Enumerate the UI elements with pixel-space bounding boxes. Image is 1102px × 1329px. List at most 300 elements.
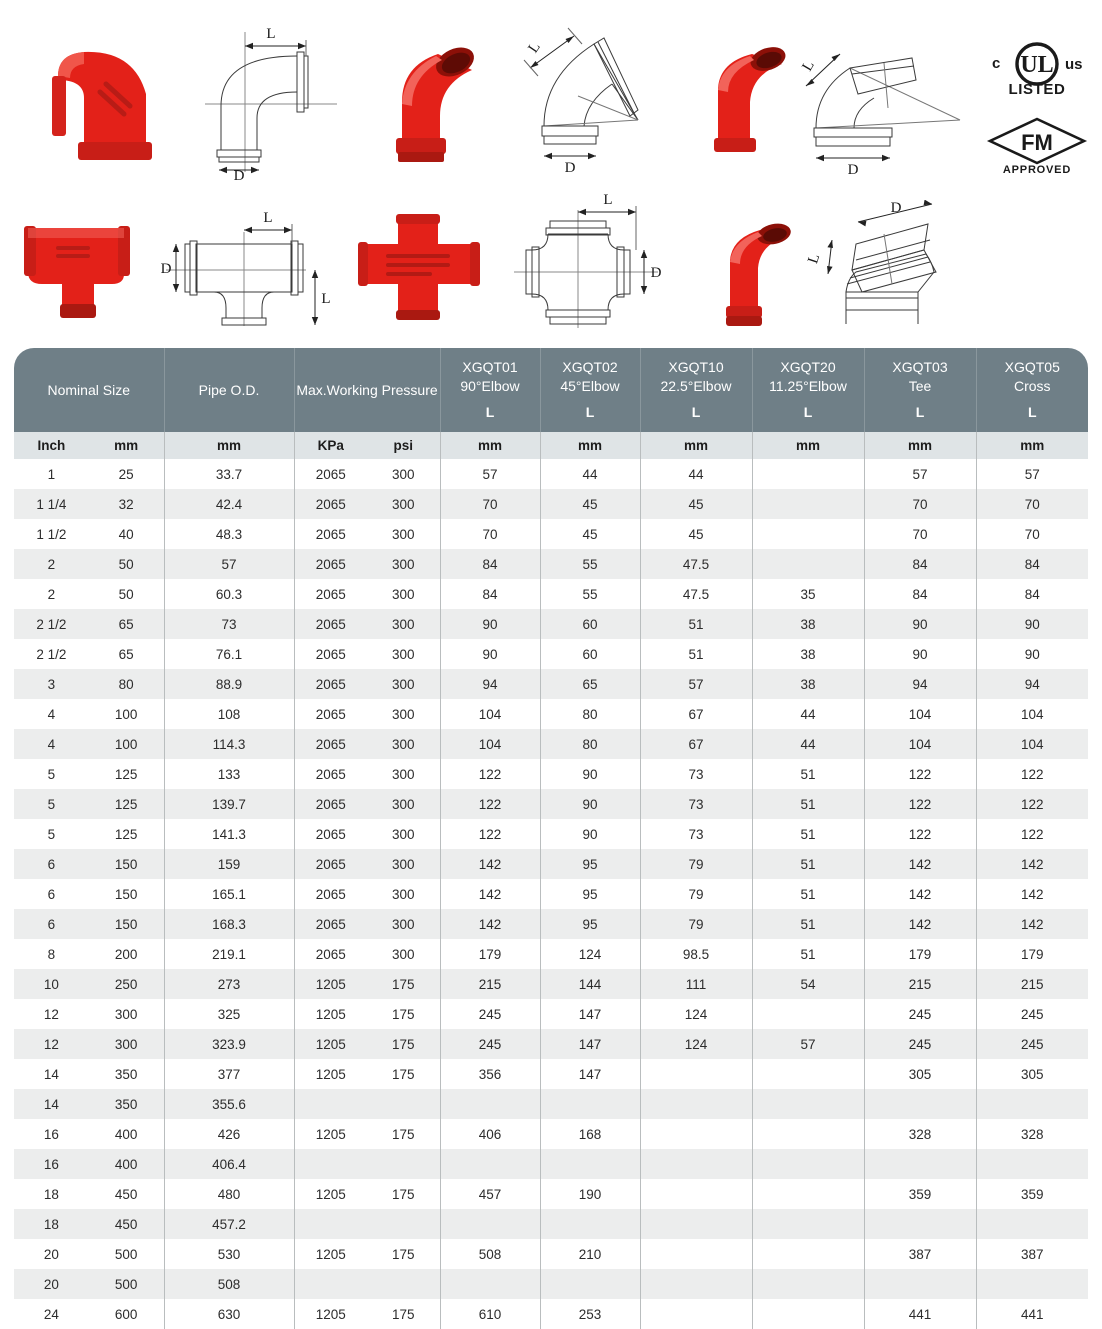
cell-max-working-pressure: [294, 939, 440, 969]
header-xgqt10: [640, 348, 752, 432]
header-xgqt01: [440, 348, 540, 432]
cell-xgqt05: 104: [976, 699, 1088, 729]
header-xgqt05-dim: L: [1027, 403, 1037, 420]
drawing-90-elbow: [205, 22, 345, 180]
cell-nominal-size-a: 2: [47, 586, 56, 602]
cell-nominal-size-b: 50: [118, 556, 134, 572]
cell-xgqt05: 328: [976, 1119, 1088, 1149]
cell-max-working-pressure-a: 2065: [315, 916, 346, 932]
cell-nominal-size-a: 3: [47, 676, 56, 692]
cell-pipe-od: 159: [164, 849, 294, 879]
cell-xgqt10: 79: [640, 909, 752, 939]
table-row: [14, 519, 1088, 549]
cell-max-working-pressure: [294, 549, 440, 579]
units-nominal-inch: Inch: [37, 438, 66, 453]
table-row: [14, 549, 1088, 579]
cell-max-working-pressure: [294, 699, 440, 729]
cell-pipe-od: 33.7: [164, 459, 294, 489]
cell-max-working-pressure-b: 175: [391, 976, 415, 992]
cell-max-working-pressure: [294, 969, 440, 999]
cell-xgqt20: [752, 1299, 864, 1329]
cell-nominal-size-a: 18: [43, 1186, 59, 1202]
units-pressure-psi: psi: [393, 438, 413, 453]
svg-text:L: L: [525, 39, 544, 57]
cell-nominal-size-a: 20: [43, 1276, 59, 1292]
cell-max-working-pressure-a: 1205: [315, 1036, 346, 1052]
cell-nominal-size: [14, 909, 164, 939]
certification-marks: [985, 38, 1091, 180]
cell-xgqt02: 65: [540, 669, 640, 699]
cell-xgqt02: 144: [540, 969, 640, 999]
svg-text:L: L: [799, 58, 818, 74]
cell-xgqt02: 147: [540, 999, 640, 1029]
cell-xgqt10: [640, 1179, 752, 1209]
cell-max-working-pressure: [294, 669, 440, 699]
cell-xgqt20: 35: [752, 579, 864, 609]
cell-pipe-od: 139.7: [164, 789, 294, 819]
header-xgqt03-kind: Tee: [908, 378, 932, 395]
photo-11-25-elbow: [700, 210, 810, 328]
cell-xgqt01: 70: [440, 519, 540, 549]
photo-22-5-elbow: [690, 28, 800, 158]
cell-xgqt01: 104: [440, 729, 540, 759]
header-xgqt02-code: XGQT02: [562, 359, 618, 376]
cell-pipe-od: 325: [164, 999, 294, 1029]
cell-pipe-od: 457.2: [164, 1209, 294, 1239]
ul-c-letter: c: [992, 55, 1001, 72]
cell-max-working-pressure-b: 175: [391, 1066, 415, 1082]
cell-xgqt01: 508: [440, 1239, 540, 1269]
cell-pipe-od: 48.3: [164, 519, 294, 549]
cell-xgqt01: 90: [440, 639, 540, 669]
cell-xgqt03: 142: [864, 909, 976, 939]
cell-xgqt02: 168: [540, 1119, 640, 1149]
table-row: [14, 969, 1088, 999]
ul-listed-mark: [985, 38, 1091, 101]
table-row: [14, 1119, 1088, 1149]
cell-xgqt10: [640, 1269, 752, 1299]
cell-max-working-pressure-a: 2065: [315, 856, 346, 872]
cell-xgqt02: 95: [540, 879, 640, 909]
svg-text:L: L: [603, 192, 613, 208]
cell-xgqt05: 142: [976, 879, 1088, 909]
header-xgqt02-kind: 45°Elbow: [560, 378, 620, 395]
cell-pipe-od: 73: [164, 609, 294, 639]
fm-monogram: FM: [1021, 130, 1053, 155]
cell-max-working-pressure: [294, 849, 440, 879]
cell-xgqt05: 122: [976, 759, 1088, 789]
ul-listed-caption: LISTED: [1008, 81, 1066, 96]
cell-max-working-pressure: [294, 759, 440, 789]
table-row: [14, 939, 1088, 969]
cell-nominal-size-a: 2 1/2: [36, 616, 67, 632]
specification-table-wrapper: [14, 348, 1088, 1329]
cell-xgqt02: 253: [540, 1299, 640, 1329]
cell-pipe-od: 219.1: [164, 939, 294, 969]
cell-nominal-size: [14, 1119, 164, 1149]
cell-max-working-pressure: [294, 459, 440, 489]
cell-nominal-size-a: 6: [47, 886, 56, 902]
cell-nominal-size-b: 600: [114, 1306, 138, 1322]
cell-xgqt10: 47.5: [640, 549, 752, 579]
cell-xgqt02: 60: [540, 609, 640, 639]
table-row: [14, 1299, 1088, 1329]
header-xgqt10-dim: L: [691, 403, 701, 420]
cell-pipe-od: 323.9: [164, 1029, 294, 1059]
cell-max-working-pressure-a: 2065: [315, 766, 346, 782]
cell-xgqt05: 94: [976, 669, 1088, 699]
cell-xgqt02: 60: [540, 639, 640, 669]
cell-xgqt05: 84: [976, 549, 1088, 579]
cell-max-working-pressure-a: 2065: [315, 526, 346, 542]
cell-nominal-size-b: 65: [118, 646, 134, 662]
units-nominal-mm: mm: [114, 438, 139, 453]
cell-max-working-pressure-a: 1205: [315, 1186, 346, 1202]
cell-nominal-size-b: 400: [114, 1156, 138, 1172]
cell-xgqt05: 70: [976, 489, 1088, 519]
cell-nominal-size-b: 250: [114, 976, 138, 992]
cell-xgqt01: 245: [440, 999, 540, 1029]
cell-max-working-pressure-b: 300: [391, 856, 415, 872]
cell-xgqt02: 80: [540, 729, 640, 759]
cell-xgqt03: 122: [864, 759, 976, 789]
cell-xgqt10: 98.5: [640, 939, 752, 969]
cell-nominal-size: [14, 489, 164, 519]
figure-strip: [0, 0, 1102, 340]
cell-max-working-pressure: [294, 1239, 440, 1269]
cell-xgqt01: 406: [440, 1119, 540, 1149]
cell-xgqt20: [752, 1149, 864, 1179]
drawing-cross: [508, 188, 683, 333]
cell-xgqt03: 441: [864, 1299, 976, 1329]
cell-nominal-size: [14, 549, 164, 579]
cell-xgqt03: 122: [864, 789, 976, 819]
cell-max-working-pressure-a: 1205: [315, 1006, 346, 1022]
cell-nominal-size: [14, 759, 164, 789]
cell-xgqt05: 179: [976, 939, 1088, 969]
cell-xgqt10: 47.5: [640, 579, 752, 609]
cell-pipe-od: 530: [164, 1239, 294, 1269]
cell-nominal-size: [14, 1149, 164, 1179]
cell-xgqt01: 142: [440, 909, 540, 939]
cell-max-working-pressure: [294, 1149, 440, 1179]
cell-nominal-size-a: 1 1/2: [36, 526, 67, 542]
cell-nominal-size: [14, 1299, 164, 1329]
cell-pipe-od: 76.1: [164, 639, 294, 669]
cell-max-working-pressure-b: 300: [391, 886, 415, 902]
cell-max-working-pressure-b: 300: [391, 676, 415, 692]
cell-xgqt02: 55: [540, 549, 640, 579]
svg-text:L: L: [266, 26, 276, 42]
cell-nominal-size-b: 150: [114, 886, 138, 902]
cell-nominal-size-b: 50: [118, 586, 134, 602]
cell-max-working-pressure-b: 175: [391, 1006, 415, 1022]
header-row-main: [14, 348, 1088, 432]
cell-nominal-size-b: 40: [118, 526, 134, 542]
table-row: [14, 579, 1088, 609]
header-xgqt10-kind: 22.5°Elbow: [660, 378, 732, 395]
cell-max-working-pressure-b: 300: [391, 556, 415, 572]
cell-xgqt01: 179: [440, 939, 540, 969]
cell-nominal-size-a: 14: [43, 1066, 59, 1082]
cell-xgqt03: 122: [864, 819, 976, 849]
cell-max-working-pressure-a: 2065: [315, 946, 346, 962]
cell-nominal-size-a: 16: [43, 1156, 59, 1172]
cell-xgqt03: 179: [864, 939, 976, 969]
cell-nominal-size: [14, 1179, 164, 1209]
cell-xgqt03: [864, 1209, 976, 1239]
cell-pipe-od: 406.4: [164, 1149, 294, 1179]
cell-xgqt10: [640, 1089, 752, 1119]
cell-xgqt10: 67: [640, 729, 752, 759]
cell-nominal-size-a: 2 1/2: [36, 646, 67, 662]
cell-xgqt03: 245: [864, 1029, 976, 1059]
cell-nominal-size-b: 500: [114, 1246, 138, 1262]
table-row: [14, 789, 1088, 819]
table-row: [14, 879, 1088, 909]
cell-xgqt05: 359: [976, 1179, 1088, 1209]
cell-xgqt10: 79: [640, 879, 752, 909]
cell-nominal-size: [14, 849, 164, 879]
cell-xgqt01: 215: [440, 969, 540, 999]
cell-nominal-size: [14, 609, 164, 639]
cell-max-working-pressure-a: 1205: [315, 976, 346, 992]
cell-max-working-pressure-b: 175: [391, 1306, 415, 1322]
cell-xgqt10: 73: [640, 789, 752, 819]
cell-xgqt05: 245: [976, 999, 1088, 1029]
units-max-working-pressure: [294, 432, 440, 459]
cell-pipe-od: 355.6: [164, 1089, 294, 1119]
cell-xgqt20: 51: [752, 879, 864, 909]
cell-xgqt10: 67: [640, 699, 752, 729]
svg-text:D: D: [650, 265, 662, 281]
cell-nominal-size: [14, 1059, 164, 1089]
header-xgqt20-dim: L: [803, 403, 813, 420]
cell-max-working-pressure-b: 175: [391, 1246, 415, 1262]
cell-xgqt01: 122: [440, 819, 540, 849]
cell-xgqt02: 95: [540, 909, 640, 939]
cell-max-working-pressure-a: 2065: [315, 676, 346, 692]
cell-xgqt20: 51: [752, 909, 864, 939]
cell-nominal-size-b: 125: [114, 796, 138, 812]
cell-max-working-pressure-b: 175: [391, 1126, 415, 1142]
table-row: [14, 669, 1088, 699]
cell-nominal-size: [14, 729, 164, 759]
svg-text:D: D: [564, 160, 576, 174]
cell-xgqt03: 387: [864, 1239, 976, 1269]
cell-nominal-size-b: 100: [114, 736, 138, 752]
table-row: [14, 849, 1088, 879]
cell-nominal-size-b: 200: [114, 946, 138, 962]
cell-max-working-pressure: [294, 609, 440, 639]
cell-xgqt05: 305: [976, 1059, 1088, 1089]
cell-max-working-pressure-a: 2065: [315, 586, 346, 602]
cell-xgqt10: [640, 1059, 752, 1089]
cell-xgqt20: 51: [752, 939, 864, 969]
table-row: [14, 759, 1088, 789]
cell-xgqt10: 124: [640, 1029, 752, 1059]
units-xgqt20: mm: [752, 432, 864, 459]
units-xgqt02: mm: [540, 432, 640, 459]
cell-xgqt02: [540, 1269, 640, 1299]
cell-xgqt10: 79: [640, 849, 752, 879]
header-xgqt01-code: XGQT01: [462, 359, 518, 376]
cell-nominal-size-a: 10: [43, 976, 59, 992]
cell-xgqt02: 147: [540, 1059, 640, 1089]
cell-xgqt20: [752, 1179, 864, 1209]
table-row: [14, 1269, 1088, 1299]
svg-text:D: D: [233, 168, 245, 180]
cell-xgqt05: [976, 1089, 1088, 1119]
cell-nominal-size-a: 4: [47, 706, 56, 722]
cell-xgqt01: 142: [440, 879, 540, 909]
cell-max-working-pressure: [294, 909, 440, 939]
photo-cross: [352, 212, 487, 324]
cell-nominal-size: [14, 789, 164, 819]
ul-us-letters: us: [1065, 56, 1083, 73]
header-xgqt01-kind: 90°Elbow: [460, 378, 520, 395]
fm-approved-mark: [985, 113, 1091, 180]
cell-xgqt20: 51: [752, 789, 864, 819]
cell-max-working-pressure: [294, 789, 440, 819]
cell-nominal-size-a: 18: [43, 1216, 59, 1232]
cell-xgqt05: 57: [976, 459, 1088, 489]
svg-text:D: D: [160, 261, 172, 277]
cell-nominal-size-a: 12: [43, 1036, 59, 1052]
header-nominal-size: [14, 348, 164, 432]
cell-max-working-pressure-b: 300: [391, 736, 415, 752]
cell-max-working-pressure-a: 2065: [315, 616, 346, 632]
cell-nominal-size-b: 80: [118, 676, 134, 692]
cell-nominal-size: [14, 1239, 164, 1269]
cell-xgqt10: 45: [640, 489, 752, 519]
table-row: [14, 699, 1088, 729]
cell-xgqt10: [640, 1149, 752, 1179]
cell-nominal-size-b: 450: [114, 1186, 138, 1202]
cell-max-working-pressure-a: 2065: [315, 466, 346, 482]
cell-max-working-pressure-b: 300: [391, 616, 415, 632]
cell-nominal-size: [14, 579, 164, 609]
cell-xgqt02: [540, 1089, 640, 1119]
cell-xgqt01: 142: [440, 849, 540, 879]
cell-xgqt03: 328: [864, 1119, 976, 1149]
header-xgqt01-dim: L: [485, 403, 495, 420]
cell-nominal-size-b: 65: [118, 616, 134, 632]
cell-max-working-pressure-a: 2065: [315, 826, 346, 842]
cell-max-working-pressure-a: 1205: [315, 1126, 346, 1142]
header-xgqt20: [752, 348, 864, 432]
svg-text:D: D: [890, 200, 902, 216]
cell-xgqt20: [752, 549, 864, 579]
cell-xgqt05: 70: [976, 519, 1088, 549]
cell-xgqt05: 84: [976, 579, 1088, 609]
cell-max-working-pressure-b: 300: [391, 766, 415, 782]
cell-xgqt10: 73: [640, 759, 752, 789]
cell-xgqt05: 122: [976, 789, 1088, 819]
table-row: [14, 639, 1088, 669]
table-row: [14, 909, 1088, 939]
cell-nominal-size: [14, 1209, 164, 1239]
cell-xgqt20: 57: [752, 1029, 864, 1059]
cell-nominal-size-a: 5: [47, 826, 56, 842]
table-row: [14, 1029, 1088, 1059]
header-nominal-size-label: Nominal Size: [47, 381, 130, 398]
cell-nominal-size-b: 400: [114, 1126, 138, 1142]
cell-max-working-pressure-a: 1205: [315, 1306, 346, 1322]
header-xgqt05-code: XGQT05: [1004, 359, 1060, 376]
cell-pipe-od: 88.9: [164, 669, 294, 699]
cell-xgqt20: [752, 1239, 864, 1269]
units-pipe-od: mm: [164, 432, 294, 459]
cell-max-working-pressure: [294, 579, 440, 609]
cell-xgqt03: 104: [864, 729, 976, 759]
cell-max-working-pressure-b: 175: [391, 1036, 415, 1052]
cell-nominal-size-a: 6: [47, 856, 56, 872]
table-row: [14, 1089, 1088, 1119]
cell-xgqt02: 210: [540, 1239, 640, 1269]
header-xgqt02: [540, 348, 640, 432]
cell-xgqt03: 94: [864, 669, 976, 699]
cell-nominal-size-a: 12: [43, 1006, 59, 1022]
specification-table: [14, 348, 1088, 1329]
cell-xgqt03: 142: [864, 849, 976, 879]
header-xgqt05: [976, 348, 1088, 432]
cell-xgqt03: 245: [864, 999, 976, 1029]
cell-max-working-pressure-a: 1205: [315, 1066, 346, 1082]
cell-xgqt01: 84: [440, 549, 540, 579]
cell-nominal-size: [14, 819, 164, 849]
cell-xgqt20: [752, 999, 864, 1029]
cell-pipe-od: 273: [164, 969, 294, 999]
cell-max-working-pressure-b: 300: [391, 826, 415, 842]
header-xgqt20-code: XGQT20: [780, 359, 836, 376]
cell-xgqt10: 45: [640, 519, 752, 549]
cell-nominal-size: [14, 879, 164, 909]
cell-xgqt01: 610: [440, 1299, 540, 1329]
cell-nominal-size: [14, 939, 164, 969]
cell-max-working-pressure-b: 300: [391, 706, 415, 722]
table-row: [14, 819, 1088, 849]
cell-nominal-size-b: 125: [114, 826, 138, 842]
cell-xgqt01: 356: [440, 1059, 540, 1089]
cell-xgqt03: 70: [864, 519, 976, 549]
cell-xgqt03: [864, 1149, 976, 1179]
cell-xgqt05: [976, 1269, 1088, 1299]
cell-max-working-pressure-b: 300: [391, 916, 415, 932]
cell-xgqt10: 51: [640, 609, 752, 639]
cell-pipe-od: 108: [164, 699, 294, 729]
cell-xgqt01: 70: [440, 489, 540, 519]
units-xgqt10: mm: [640, 432, 752, 459]
cell-pipe-od: 60.3: [164, 579, 294, 609]
cell-xgqt10: [640, 1119, 752, 1149]
header-xgqt05-kind: Cross: [1013, 378, 1051, 395]
cell-max-working-pressure-b: 300: [391, 946, 415, 962]
cell-nominal-size-a: 5: [47, 796, 56, 812]
cell-max-working-pressure: [294, 879, 440, 909]
table-row: [14, 1059, 1088, 1089]
cell-nominal-size-a: 1: [47, 466, 56, 482]
units-xgqt03: mm: [864, 432, 976, 459]
cell-max-working-pressure-a: 2065: [315, 706, 346, 722]
cell-nominal-size: [14, 519, 164, 549]
cell-nominal-size-a: 8: [47, 946, 56, 962]
cell-xgqt20: [752, 1119, 864, 1149]
units-pressure-kpa: KPa: [317, 438, 344, 453]
cell-xgqt01: [440, 1209, 540, 1239]
cell-pipe-od: 133: [164, 759, 294, 789]
cell-xgqt05: [976, 1209, 1088, 1239]
